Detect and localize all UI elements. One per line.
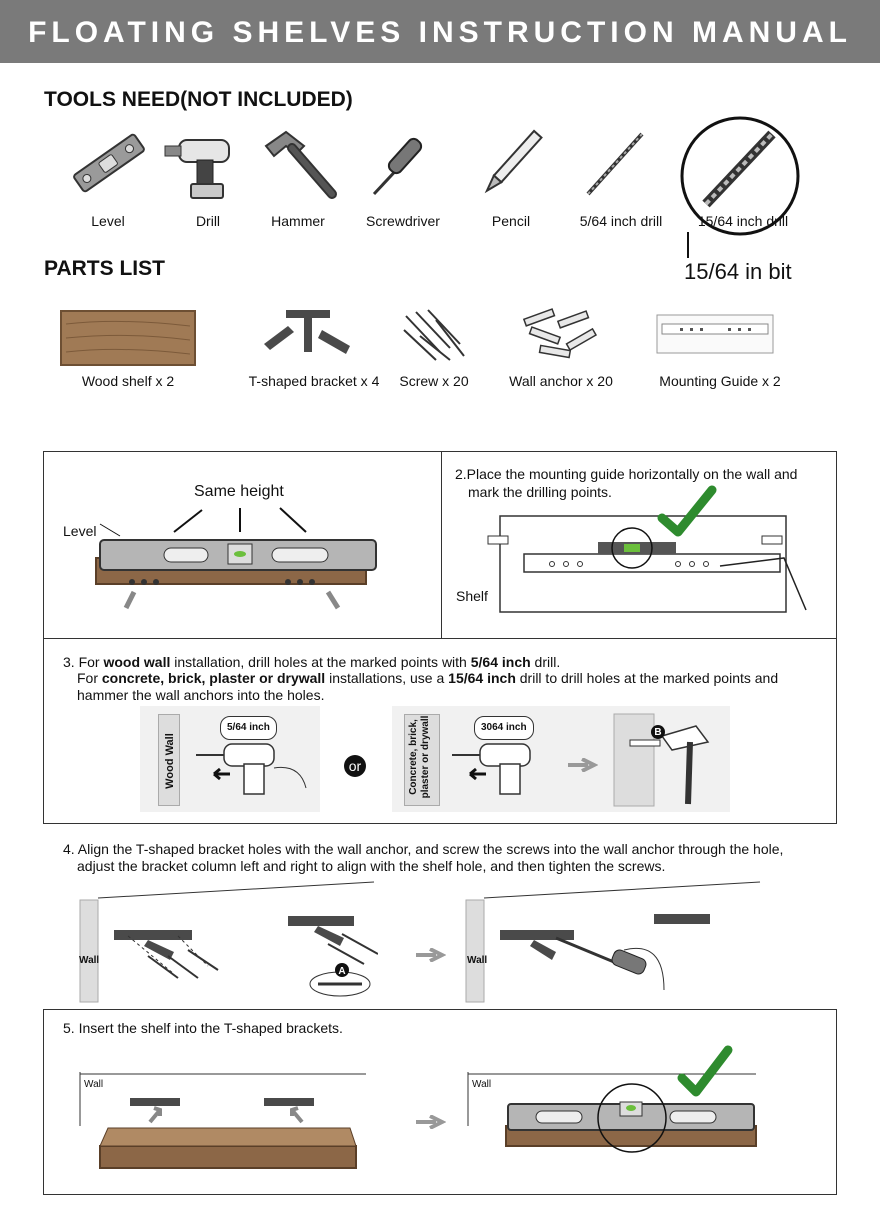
marker-b: B — [654, 727, 662, 738]
tool-label-drill: Drill — [195, 213, 221, 229]
arrow-right-icon — [568, 758, 598, 772]
drill-bit-callout: 15/64 in bit — [684, 259, 792, 284]
tool-label-pencil: Pencil — [491, 213, 531, 229]
step4-wall-label-2: Wall — [467, 955, 488, 966]
part-label-bracket: T-shaped bracket x 4 — [248, 373, 380, 389]
wood-wall-label: Wood Wall — [164, 733, 176, 789]
step4-line1: 4. Align the T-shaped bracket holes with the wall anchor, and screw the screws into the wall anchor through the hole, — [63, 841, 784, 857]
tool-label-small-drill: 5/64 inch drill — [579, 213, 663, 229]
arrow-right-icon — [416, 948, 446, 962]
bubble-5-64: 5/64 inch — [220, 716, 277, 740]
tools-heading: TOOLS NEED(NOT INCLUDED) — [44, 88, 353, 111]
part-label-shelf: Wood shelf x 2 — [81, 373, 175, 389]
step5-leveled-shelf-illustration — [466, 1040, 776, 1160]
arrow-right-icon — [416, 1115, 446, 1129]
parts-heading: PARTS LIST — [44, 257, 165, 280]
hammer-anchor-illustration — [612, 712, 722, 808]
shelf-label: Shelf — [456, 588, 488, 604]
wood-shelf-icon — [60, 310, 196, 366]
step1-level-on-shelf-illustration — [92, 500, 392, 616]
or-label: or — [348, 758, 362, 774]
step2-line1: 2.Place the mounting guide horizontally on the wall and — [455, 466, 798, 482]
step4-line2: adjust the bracket column left and right to align with the shelf hole, and then tighten the screws. — [77, 858, 666, 874]
step5-wall-label-1: Wall — [84, 1079, 104, 1090]
marker-a: A — [338, 966, 346, 977]
same-height-label: Same height — [194, 483, 284, 500]
step4-wall-label-1: Wall — [79, 955, 100, 966]
tool-label-hammer: Hammer — [271, 213, 325, 229]
step5-wall-label-2: Wall — [472, 1079, 492, 1090]
step2-line2: mark the drilling points. — [468, 484, 612, 500]
step2-mounting-guide-illustration — [486, 484, 816, 624]
screws-icon — [400, 306, 470, 362]
drill-on-wood-illustration — [190, 738, 310, 810]
hammer-icon — [260, 128, 340, 203]
step4-tighten-illustration — [464, 880, 764, 1004]
step-divider — [441, 451, 442, 639]
concrete-wall-label: Concrete, brick, plaster or drywall — [408, 715, 431, 799]
wall-anchors-icon — [518, 306, 604, 364]
large-drill-bit-icon — [670, 108, 810, 258]
step3-line2: For concrete, brick, plaster or drywall installations, use a 15/64 inch drill to drill holes at the marked points and — [77, 670, 779, 686]
part-label-guide: Mounting Guide x 2 — [659, 373, 781, 389]
tool-label-screwdriver: Screwdriver — [366, 213, 440, 229]
bracket-icon — [262, 308, 354, 364]
tool-label-large-drill: 15/64 inch drill — [697, 213, 789, 229]
drill-icon — [163, 132, 243, 202]
step5-line1: 5. Insert the shelf into the T-shaped brackets. — [63, 1020, 343, 1036]
part-label-anchor: Wall anchor x 20 — [509, 373, 613, 389]
manual-title: FLOATING SHELVES INSTRUCTION MANUAL — [0, 0, 880, 63]
pencil-icon — [476, 128, 546, 200]
drill-on-concrete-illustration — [446, 738, 566, 810]
part-label-screw: Screw x 20 — [399, 373, 469, 389]
screwdriver-icon — [368, 128, 438, 200]
level-label: Level — [63, 523, 97, 539]
bubble-30-64: 3064 inch — [474, 716, 534, 740]
step3-line1: 3. For wood wall installation, drill holes at the marked points with 5/64 inch drill. — [63, 654, 561, 670]
small-drill-bit-icon — [580, 128, 652, 200]
step3-line3: hammer the wall anchors into the holes. — [77, 687, 325, 703]
tool-label-level: Level — [91, 213, 125, 229]
step5-insert-shelf-illustration — [78, 1070, 378, 1182]
level-icon — [70, 125, 148, 200]
mounting-guide-icon — [656, 314, 774, 354]
